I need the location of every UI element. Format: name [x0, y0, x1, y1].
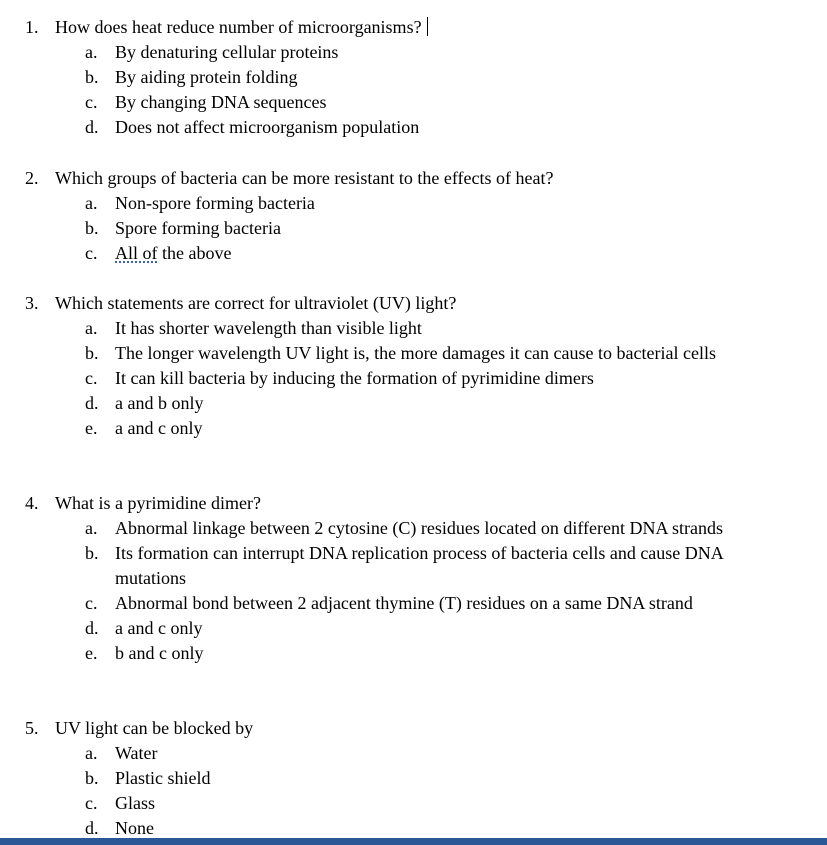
option-letter: a. — [85, 518, 98, 538]
option-letter: d. — [85, 117, 99, 137]
option-text: It has shorter wavelength than visible light — [115, 318, 422, 338]
option-letter: c. — [85, 793, 98, 813]
option-3e — [0, 416, 765, 441]
option-letter: c. — [85, 92, 98, 112]
option-2c — [0, 241, 765, 266]
question-5 — [0, 716, 827, 841]
option-4b — [0, 541, 765, 591]
option-letter: b. — [85, 768, 99, 788]
question-3 — [0, 291, 827, 441]
option-1b — [0, 65, 765, 90]
option-text: a and c only — [115, 418, 203, 438]
option-letter: e. — [85, 418, 98, 438]
option-3d — [0, 391, 765, 416]
option-letter: d. — [85, 818, 99, 838]
option-text: Abnormal bond between 2 adjacent thymine (T) residues on a same DNA strand — [115, 593, 693, 613]
option-text: Glass — [115, 793, 155, 813]
option-1c — [0, 90, 765, 115]
option-4c — [0, 591, 795, 616]
option-text: a and c only — [115, 618, 203, 638]
option-letter: a. — [85, 193, 98, 213]
option-3b — [0, 341, 765, 366]
question-text: UV light can be blocked by — [55, 718, 254, 738]
option-text: By changing DNA sequences — [115, 92, 327, 112]
option-text: The longer wavelength UV light is, the more damages it can cause to bacterial cells — [115, 343, 716, 363]
option-5b — [0, 766, 765, 791]
option-letter: c. — [85, 243, 98, 263]
question-5-stem — [0, 716, 827, 741]
option-letter: c. — [85, 593, 98, 613]
option-letter: c. — [85, 368, 98, 388]
option-1d — [0, 115, 765, 140]
question-2-stem — [0, 166, 827, 191]
option-letter: d. — [85, 618, 99, 638]
question-3-stem — [0, 291, 827, 316]
option-5c — [0, 791, 765, 816]
option-letter: b. — [85, 343, 99, 363]
option-4a — [0, 516, 765, 541]
question-number: 2. — [25, 168, 39, 188]
option-text: Non-spore forming bacteria — [115, 193, 315, 213]
option-letter: a. — [85, 743, 98, 763]
option-letter: b. — [85, 218, 99, 238]
option-letter: d. — [85, 393, 99, 413]
question-number: 1. — [25, 17, 39, 37]
option-text: Abnormal linkage between 2 cytosine (C) residues located on different DNA strands — [115, 518, 724, 538]
option-text: Does not affect microorganism population — [115, 117, 420, 137]
question-number: 3. — [25, 293, 39, 313]
option-letter: a. — [85, 42, 98, 62]
option-text: b and c only — [115, 643, 204, 663]
grammar-marked-text[interactable]: All of — [115, 243, 158, 263]
option-text: None — [115, 818, 154, 838]
option-text: By aiding protein folding — [115, 67, 298, 87]
option-2a — [0, 191, 765, 216]
question-1 — [0, 15, 827, 140]
option-text: Its formation can interrupt DNA replication process of bacteria cells and cause DNA mutations — [115, 543, 723, 588]
option-text: Plastic shield — [115, 768, 211, 788]
option-3c — [0, 366, 765, 391]
question-text: Which statements are correct for ultraviolet (UV) light? — [55, 293, 457, 313]
option-text: Water — [115, 743, 158, 763]
option-1a — [0, 40, 765, 65]
question-text: How does heat reduce number of microorganisms? — [55, 17, 422, 37]
question-number: 4. — [25, 493, 39, 513]
option-4e — [0, 641, 765, 666]
option-text: It can kill bacteria by inducing the formation of pyrimidine dimers — [115, 368, 594, 388]
option-letter: b. — [85, 67, 99, 87]
status-bar-strip — [0, 838, 827, 845]
question-1-stem — [0, 15, 827, 40]
option-text: a and b only — [115, 393, 204, 413]
option-letter: b. — [85, 543, 99, 563]
question-number: 5. — [25, 718, 39, 738]
option-letter: a. — [85, 318, 98, 338]
option-letter: e. — [85, 643, 98, 663]
option-5a — [0, 741, 765, 766]
question-text: Which groups of bacteria can be more resistant to the effects of heat? — [55, 168, 554, 188]
question-4 — [0, 491, 827, 666]
question-2 — [0, 166, 827, 266]
option-text: Spore forming bacteria — [115, 218, 281, 238]
option-4d — [0, 616, 765, 641]
question-text: What is a pyrimidine dimer? — [55, 493, 261, 513]
option-text: By denaturing cellular proteins — [115, 42, 339, 62]
option-2b — [0, 216, 765, 241]
option-3a — [0, 316, 765, 341]
text-cursor — [427, 17, 428, 36]
question-4-stem — [0, 491, 827, 516]
option-text: the above — [157, 243, 232, 263]
